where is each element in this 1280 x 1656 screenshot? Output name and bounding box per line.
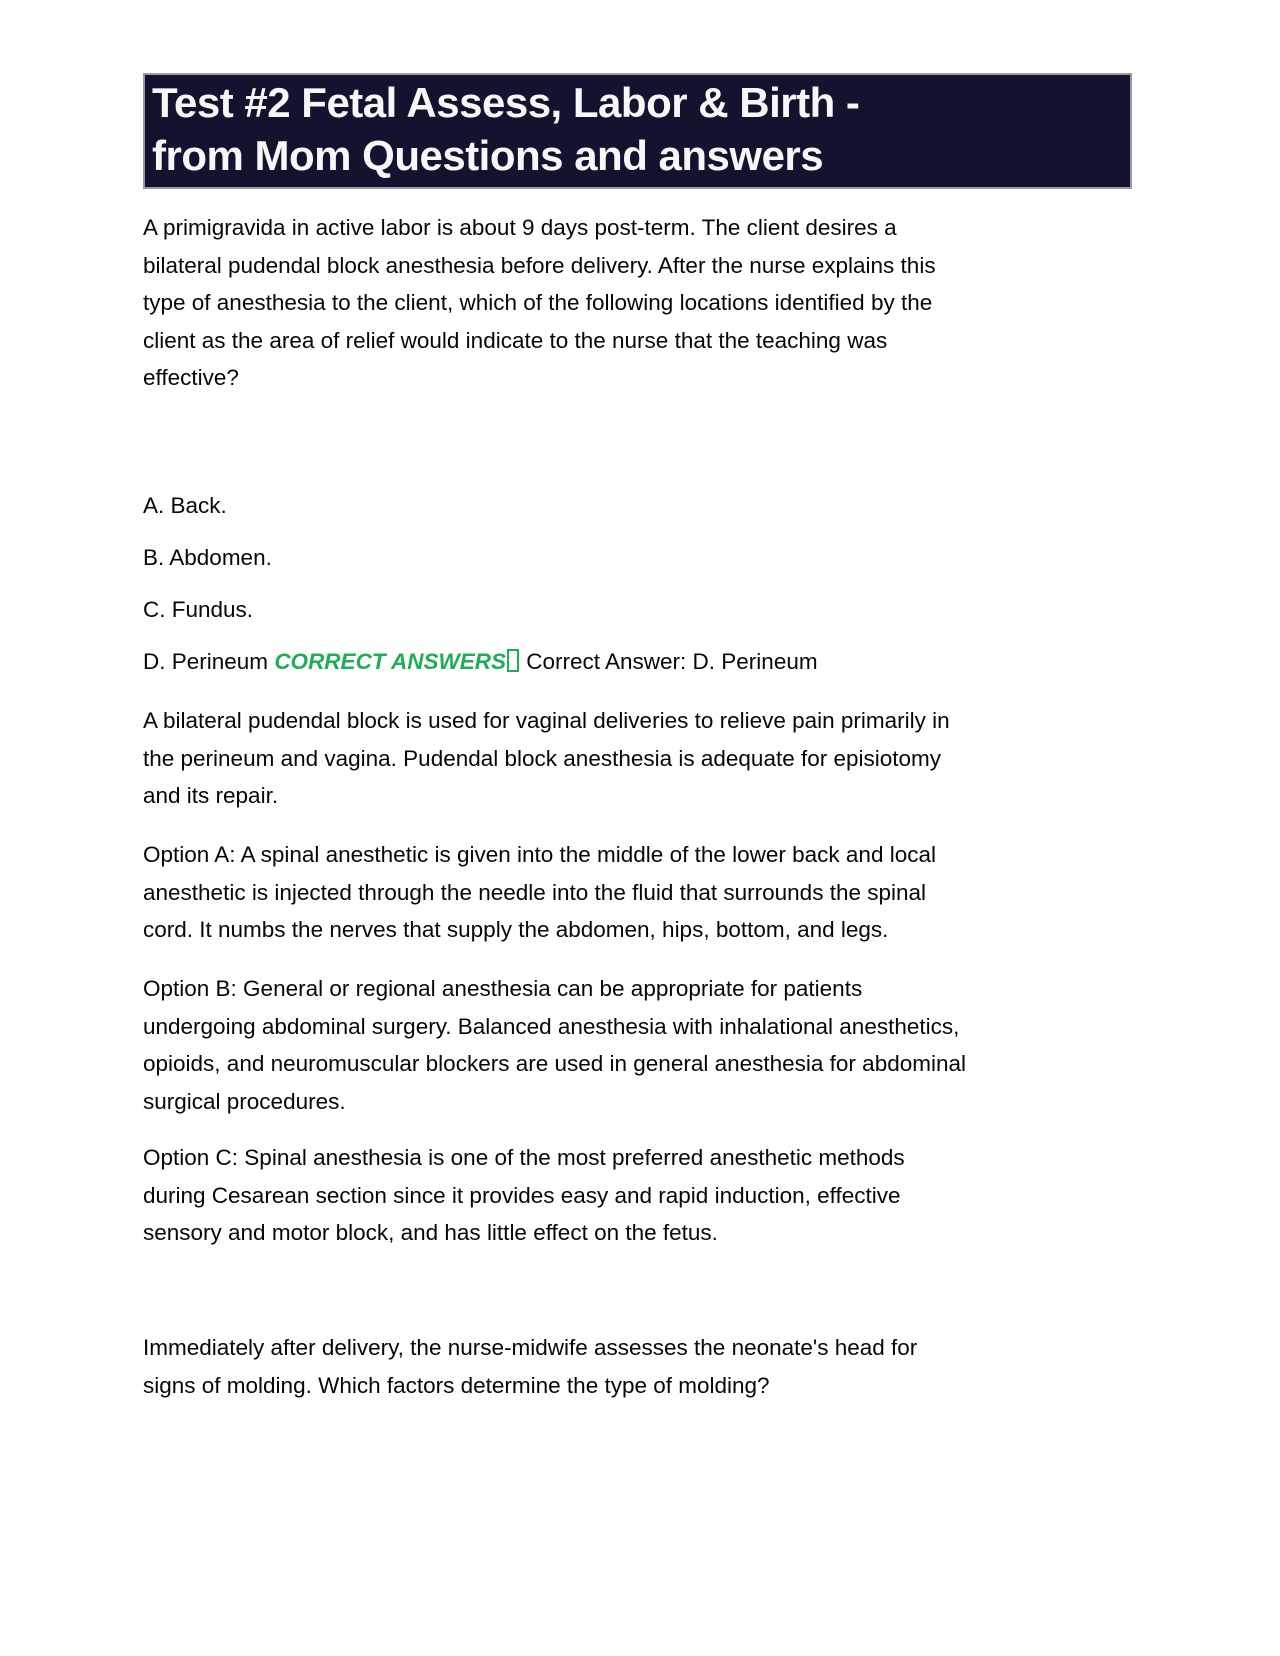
text-line: A bilateral pudendal block is used for vaginal deliveries to relieve pain primarily in (143, 708, 950, 733)
text-line: the perineum and vagina. Pudendal block anesthesia is adequate for episiotomy (143, 745, 942, 771)
text-line: Immediately after delivery, the nurse-midwife assesses the neonate's head for (143, 1335, 918, 1360)
option-b-label: B. Abdomen. (143, 545, 272, 570)
document-title-line-1: Test #2 Fetal Assess, Labor & Birth - (152, 79, 860, 126)
document-title-line-2: from Mom Questions and answers (152, 132, 824, 179)
text-line: Option B: General or regional anesthesia can be appropriate for patients (143, 976, 863, 1001)
missing-glyph-box-icon (507, 649, 519, 672)
rationale-option-b-paragraph (143, 970, 1133, 1120)
text-line: surgical procedures. (143, 1088, 346, 1114)
option-d-label: D. Perineum (143, 649, 275, 674)
text-line: A primigravida in active labor is about 9 days post-term. The client desires a (143, 215, 897, 240)
correct-answers-marker: CORRECT ANSWERS (274, 649, 506, 674)
text-line: bilateral pudendal block anesthesia before delivery. After the nurse explains this (143, 252, 936, 278)
option-c-label: C. Fundus. (143, 597, 254, 622)
correct-answer-text: Correct Answer: D. Perineum (519, 649, 818, 674)
document-title-banner (143, 73, 1132, 189)
text-line: signs of molding. Which factors determine the type of molding? (143, 1372, 770, 1398)
text-line: client as the area of relief would indicate to the nurse that the teaching was (143, 327, 888, 353)
question-2-text (143, 1329, 1133, 1404)
text-line: Option C: Spinal anesthesia is one of the most preferred anesthetic methods (143, 1145, 905, 1170)
text-line: anesthetic is injected through the needle into the fluid that surrounds the spinal (143, 879, 927, 905)
question-1-option-c (143, 591, 1133, 629)
text-line: sensory and motor block, and has little effect on the fetus. (143, 1220, 718, 1246)
text-line: and its repair. (143, 783, 279, 809)
question-1-text (143, 209, 1133, 397)
text-line: type of anesthesia to the client, which of the following locations identified by the (143, 290, 933, 316)
question-1-option-a (143, 487, 1133, 525)
text-line: during Cesarean section since it provides easy and rapid induction, effective (143, 1182, 901, 1208)
text-line: Option A: A spinal anesthetic is given into the middle of the lower back and local (143, 842, 936, 867)
rationale-option-c-paragraph (143, 1139, 1133, 1252)
question-1-option-d-with-answer (143, 643, 1133, 681)
option-a-label: A. Back. (143, 493, 227, 518)
question-1-option-b (143, 539, 1133, 577)
text-line: cord. It numbs the nerves that supply the abdomen, hips, bottom, and legs. (143, 917, 889, 943)
text-line: opioids, and neuromuscular blockers are used in general anesthesia for abdominal (143, 1051, 966, 1077)
text-line: undergoing abdominal surgery. Balanced anesthesia with inhalational anesthetics, (143, 1013, 960, 1039)
text-line: effective? (143, 365, 239, 391)
rationale-option-a-paragraph (143, 836, 1133, 949)
rationale-main-paragraph (143, 702, 1133, 815)
